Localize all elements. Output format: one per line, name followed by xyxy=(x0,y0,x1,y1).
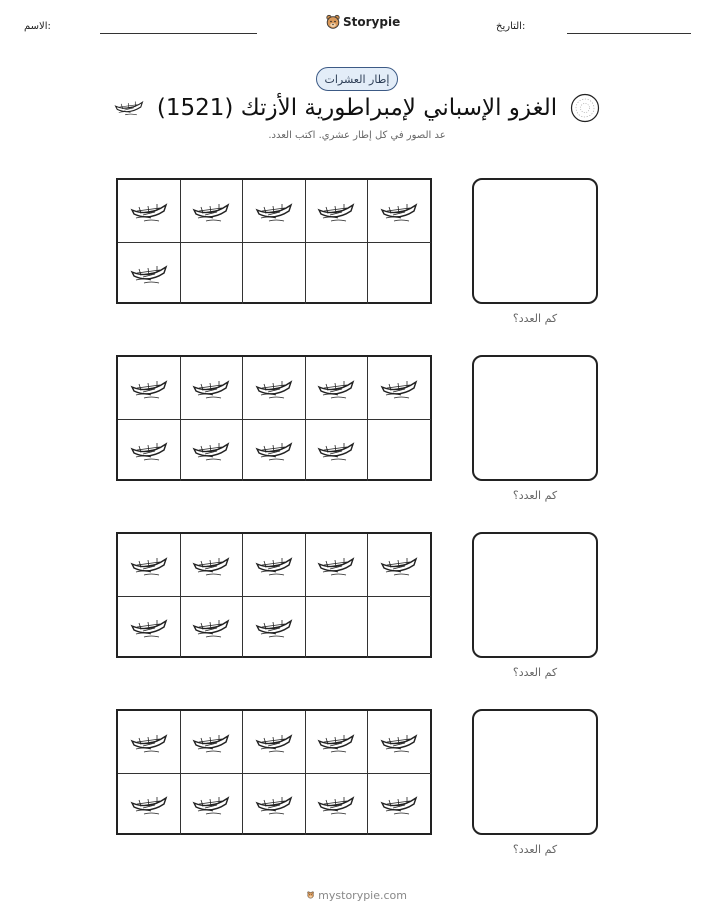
canoe-icon xyxy=(129,259,169,287)
canoe-icon xyxy=(191,613,231,641)
ten-frame-cell xyxy=(243,241,306,304)
ten-frame xyxy=(116,532,432,658)
brand-logo xyxy=(326,14,400,30)
canoe-icon xyxy=(316,790,356,818)
ten-frame-cell xyxy=(243,418,306,481)
ten-frame-cell xyxy=(180,418,243,481)
ten-frame-cell xyxy=(368,241,431,304)
answer-box[interactable] xyxy=(472,709,598,835)
canoe-icon xyxy=(379,728,419,756)
brand-name: Storypie xyxy=(343,15,401,29)
ten-frame-cell xyxy=(243,180,306,243)
ten-frame-cell xyxy=(118,534,181,597)
answer-box[interactable] xyxy=(472,355,598,481)
canoe-icon xyxy=(129,374,169,402)
ten-frame-cell xyxy=(243,711,306,774)
answer-prompt: كم العدد؟ xyxy=(512,843,558,856)
name-line[interactable] xyxy=(100,33,257,34)
ten-frame-cell xyxy=(368,180,431,243)
ten-frame-cell xyxy=(368,595,431,658)
ten-frame-cell xyxy=(305,180,368,243)
name-label: الاسم: xyxy=(24,21,51,32)
ten-frame-cell xyxy=(180,772,243,835)
ten-frame-cell xyxy=(180,357,243,420)
sun-stone-icon xyxy=(570,93,600,123)
canoe-icon xyxy=(254,790,294,818)
canoe-icon xyxy=(254,728,294,756)
canoe-icon xyxy=(191,728,231,756)
canoe-icon xyxy=(379,790,419,818)
bear-face-icon xyxy=(307,886,314,904)
canoe-icon xyxy=(316,728,356,756)
ten-frame-cell xyxy=(368,534,431,597)
footer xyxy=(307,886,407,904)
ten-frame-cell xyxy=(118,418,181,481)
canoe-icon xyxy=(129,613,169,641)
ten-frame-cell xyxy=(118,711,181,774)
canoe-icon xyxy=(379,551,419,579)
ten-frame-cell xyxy=(243,772,306,835)
ten-frame xyxy=(116,355,432,481)
canoe-icon xyxy=(379,374,419,402)
ten-frame-cell xyxy=(368,357,431,420)
footer-site: mystorypie.com xyxy=(318,888,407,902)
ten-frame-cell xyxy=(305,534,368,597)
ten-frame-cell xyxy=(118,772,181,835)
ten-frame-cell xyxy=(305,357,368,420)
canoe-icon xyxy=(129,728,169,756)
ten-frame-cell xyxy=(118,241,181,304)
canoe-icon xyxy=(254,551,294,579)
canoe-icon xyxy=(191,436,231,464)
page-title: الغزو الإسباني لإمبراطورية الأزتك (1521) xyxy=(156,95,558,121)
ten-frame-cell xyxy=(180,534,243,597)
canoe-icon xyxy=(379,197,419,225)
ten-frame-cell xyxy=(368,711,431,774)
answer-prompt: كم العدد؟ xyxy=(512,489,558,502)
canoe-icon xyxy=(254,197,294,225)
ten-frame-cell xyxy=(243,534,306,597)
ten-frame-cell xyxy=(180,595,243,658)
answer-prompt: كم العدد؟ xyxy=(512,666,558,679)
canoe-icon xyxy=(254,374,294,402)
ten-frame-cell xyxy=(305,711,368,774)
canoe-icon xyxy=(254,436,294,464)
ten-frame-cell xyxy=(368,418,431,481)
canoe-icon xyxy=(316,374,356,402)
instructions: عد الصور في كل إطار عشري. اكتب العدد. xyxy=(268,130,446,141)
canoe-icon xyxy=(316,197,356,225)
canoe-icon xyxy=(129,790,169,818)
canoe-icon xyxy=(191,197,231,225)
worksheet-tag: إطار العشرات xyxy=(316,67,398,91)
canoe-icon xyxy=(129,551,169,579)
ten-frame-cell xyxy=(368,772,431,835)
answer-box[interactable] xyxy=(472,178,598,304)
canoe-icon xyxy=(113,96,145,118)
ten-frame xyxy=(116,178,432,304)
ten-frame-cell xyxy=(118,357,181,420)
ten-frame-cell xyxy=(305,772,368,835)
canoe-icon xyxy=(191,551,231,579)
canoe-icon xyxy=(254,613,294,641)
canoe-icon xyxy=(316,436,356,464)
canoe-icon xyxy=(191,790,231,818)
answer-box[interactable] xyxy=(472,532,598,658)
canoe-icon xyxy=(129,197,169,225)
ten-frame-cell xyxy=(180,180,243,243)
ten-frame xyxy=(116,709,432,835)
ten-frame-cell xyxy=(118,180,181,243)
bear-face-icon xyxy=(326,14,340,30)
ten-frame-cell xyxy=(118,595,181,658)
date-label: التاريخ: xyxy=(496,21,526,32)
ten-frame-cell xyxy=(305,241,368,304)
ten-frame-cell xyxy=(305,595,368,658)
canoe-icon xyxy=(129,436,169,464)
canoe-icon xyxy=(191,374,231,402)
ten-frame-cell xyxy=(243,357,306,420)
canoe-icon xyxy=(316,551,356,579)
answer-prompt: كم العدد؟ xyxy=(512,312,558,325)
ten-frame-cell xyxy=(243,595,306,658)
ten-frame-cell xyxy=(305,418,368,481)
ten-frame-cell xyxy=(180,711,243,774)
ten-frame-cell xyxy=(180,241,243,304)
date-line[interactable] xyxy=(567,33,691,34)
